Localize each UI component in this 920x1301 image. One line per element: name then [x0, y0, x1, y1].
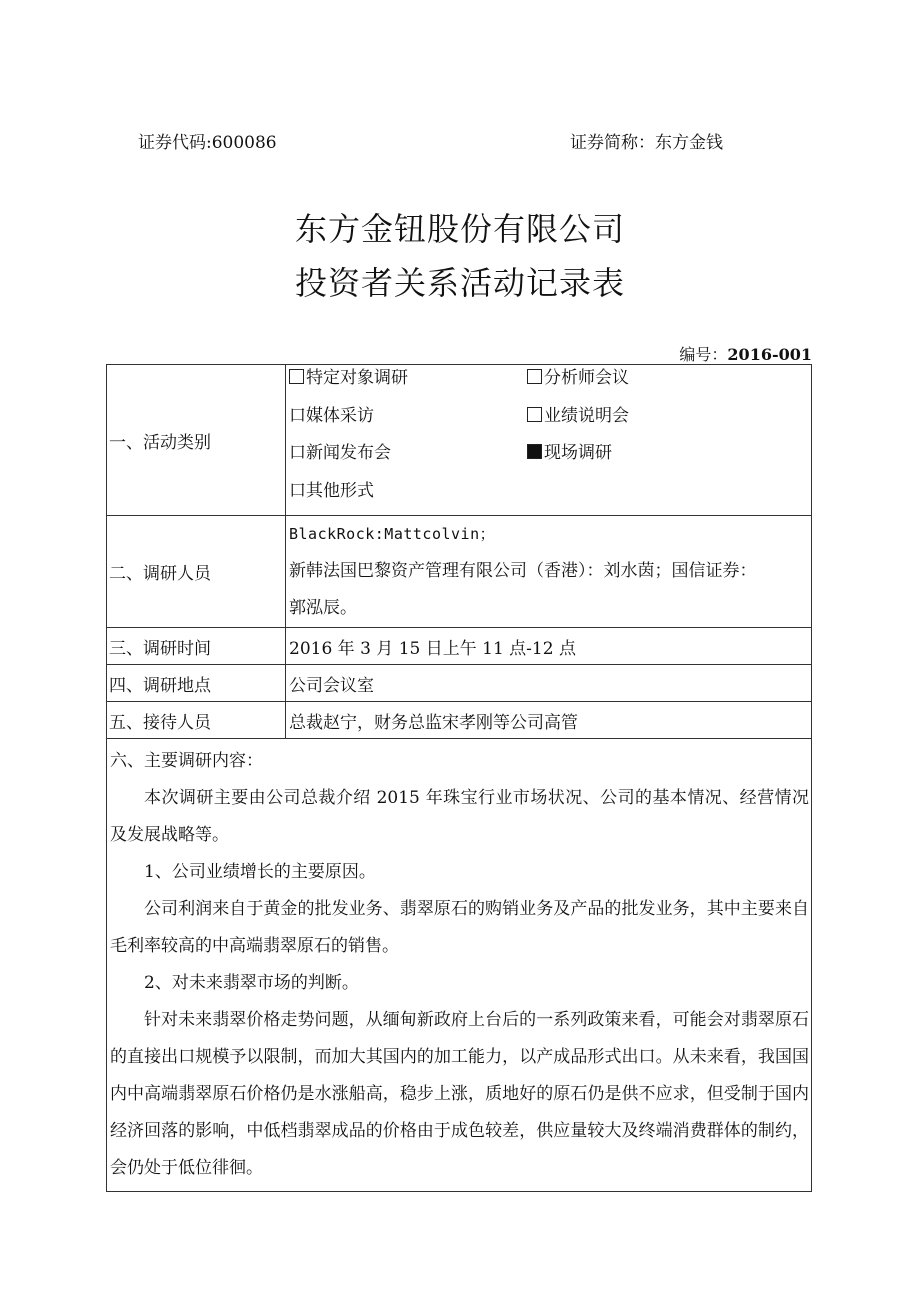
security-code: 证券代码:600086 [138, 133, 277, 153]
option-analyst-meeting[interactable]: 分析师会议 [527, 365, 811, 403]
document-title: 投资者关系活动记录表 [294, 264, 625, 302]
content-answer-1: 公司利润来自于黄金的批发业务、翡翠原石的购销业务及产品的批发业务，其中主要来自毛利率较高的中高端翡翠原石的销售。 [110, 899, 809, 956]
content-heading: 六、主要调研内容： [110, 751, 263, 771]
record-table [106, 364, 812, 1192]
option-earnings-briefing[interactable]: 业绩说明会 [527, 403, 811, 441]
row-place [107, 665, 812, 702]
security-short-name: 证券简称：东方金钱 [570, 133, 723, 153]
hosts-label: 五、接待人员 [107, 702, 286, 739]
place-value: 公司会议室 [286, 665, 812, 702]
content-cell [107, 739, 812, 1192]
activity-label: 一、活动类别 [107, 365, 286, 516]
participants-value [286, 516, 812, 628]
row-hosts [107, 702, 812, 739]
participants-line-2: 新韩法国巴黎资产管理有限公司（香港）：刘水茵；国信证券： [289, 561, 757, 581]
row-content [107, 739, 812, 1192]
content-question-1: 1、公司业绩增长的主要原因。 [144, 862, 376, 882]
serial-label: 编号： [679, 345, 728, 364]
content-answer-2: 针对未来翡翠价格走势问题，从缅甸新政府上台后的一系列政策来看，可能会对翡翠原石的直接出口规模予以限制，而加大其国内的加工能力，以产成品形式出口。从未来看，我国国内中高端翡翠原石价格仍是水涨船高，稳步上涨，质地好的原石仍是供不应求，但受制于国内经济回落的影响，中低档翡翠成品的价格由于成色较差，供应量较大及终端消费群体的制约，会仍处于低位徘徊。 [110, 1010, 809, 1178]
participants-line-3: 郭泓辰。 [289, 598, 357, 618]
serial-number [679, 342, 812, 365]
option-site-visit[interactable]: 现场调研 [527, 440, 811, 478]
activity-options [286, 365, 812, 516]
checkbox-empty-icon [289, 369, 304, 384]
time-label: 三、调研时间 [107, 628, 286, 665]
serial-value: 2016-001 [727, 345, 812, 364]
row-activity [107, 365, 812, 516]
row-time [107, 628, 812, 665]
hosts-value: 总裁赵宁，财务总监宋孝刚等公司高管 [286, 702, 812, 739]
option-specific-research[interactable]: 特定对象调研 [289, 365, 527, 403]
checkbox-empty-icon [527, 369, 542, 384]
checkbox-filled-icon [527, 444, 542, 459]
content-intro: 本次调研主要由公司总裁介绍 2015 年珠宝行业市场状况、公司的基本情况、经营情况及发展战略等。 [110, 788, 809, 845]
row-participants [107, 516, 812, 628]
place-label: 四、调研地点 [107, 665, 286, 702]
checkbox-empty-icon [527, 407, 542, 422]
participants-line-1: BlackRock:Mattcolvin； [289, 525, 496, 543]
content-question-2: 2、对未来翡翠市场的判断。 [144, 973, 359, 993]
activity-option-grid [289, 365, 811, 515]
option-other[interactable]: 口其他形式 [289, 480, 374, 501]
option-media-interview[interactable]: 口媒体采访 [289, 405, 374, 426]
time-value: 2016 年 3 月 15 日上午 11 点-12 点 [286, 628, 812, 665]
option-press-conference[interactable]: 口新闻发布会 [289, 443, 391, 463]
company-title: 东方金钮股份有限公司 [294, 210, 625, 248]
participants-label: 二、调研人员 [107, 516, 286, 628]
